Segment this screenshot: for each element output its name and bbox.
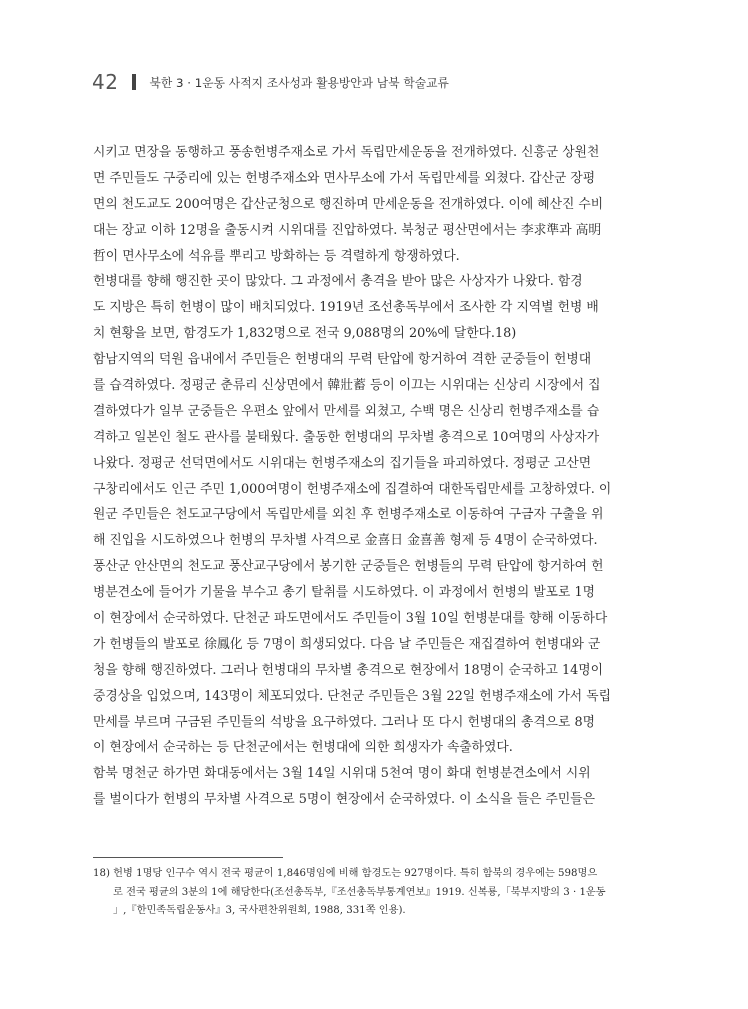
body-text (93, 140, 656, 813)
footnote-rule (93, 857, 283, 858)
text-line: 함남지역의 덕원 읍내에서 주민들은 헌병대의 무력 탄압에 항거하여 격한 군중들이 헌병대 (93, 352, 592, 368)
text-line: 원군 주민들은 천도교구당에서 독립만세를 외친 후 헌병주재소로 이동하여 구금자 구출을 위 (93, 507, 604, 523)
text-line: 나왔다. 정평군 선덕면에서도 시위대는 헌병주재소의 집기들을 파괴하였다. 정평군 고산면 (93, 455, 592, 471)
text-line: 헌병대를 향해 행진한 곳이 많았다. 그 과정에서 총격을 받아 많은 사상자가 나왔다. 함경 (93, 274, 583, 290)
footnote-line: 」,『한민족독립운동사』3, 국사편찬위원회, 1988, 331쪽 인용). (113, 905, 406, 916)
text-line: 결하였다가 일부 군중들은 우편소 앞에서 만세를 외쳤고, 수백 명은 신상리 헌병주재소를 습 (93, 403, 600, 419)
text-line: 면의 천도교도 200여명은 갑산군청으로 행진하며 만세운동을 전개하였다. 이에 혜산진 수비 (93, 196, 604, 212)
text-line: 이 현장에서 순국하는 등 단천군에서는 헌병대에 의한 희생자가 속출하였다. (93, 740, 513, 756)
text-line: 청을 향해 행진하였다. 그러나 헌병대의 무차별 총격으로 현장에서 18명이 순국하고 14명이 (93, 662, 603, 678)
text-line: 를 습격하였다. 정평군 춘류리 신상면에서 韓壯蓄 등이 이끄는 시위대는 신상리 시장에서 집 (93, 378, 601, 394)
text-line: 병분견소에 들어가 기물을 부수고 총기 탈취를 시도하였다. 이 과정에서 헌병의 발포로 1명 (93, 585, 595, 601)
text-line: 격하고 일본인 철도 관사를 불태웠다. 출동한 헌병대의 무차별 총격으로 10여명의 사상자가 (93, 429, 600, 445)
text-line: 이 현장에서 순국하였다. 단천군 파도면에서도 주민들이 3월 10일 헌병분대를 향해 이동하다 (93, 611, 608, 627)
text-line: 면 주민들도 구중리에 있는 헌병주재소와 면사무소에 가서 독립만세를 외쳤다. 갑산군 장평 (93, 170, 596, 186)
text-line: 치 현황을 보면, 함경도가 1,832명으로 전국 9,088명의 20%에 달한다.18) (93, 326, 517, 342)
page-header (92, 70, 449, 94)
footnote (93, 865, 656, 921)
text-line: 중경상을 입었으며, 143명이 체포되었다. 단천군 주민들은 3월 22일 헌병주재소에 가서 독립 (93, 688, 611, 704)
text-line: 해 진입을 시도하였으나 헌병의 무차별 사격으로 金喜日 金喜善 형제 등 4명이 순국하였다. (93, 533, 598, 549)
running-title: 북한 3 · 1운동 사적지 조사성과 활용방안과 남북 학술교류 (149, 75, 449, 90)
text-line: 시키고 면장을 동행하고 풍송헌병주재소로 가서 독립만세운동을 전개하였다. 신흥군 상원천 (93, 145, 600, 160)
text-line: 哲이 면사무소에 석유를 뿌리고 방화하는 등 격렬하게 항쟁하였다. (93, 248, 460, 264)
text-line: 풍산군 안산면의 천도교 풍산교구당에서 봉기한 군중들은 헌병들의 무력 탄압에 항거하여 헌 (93, 559, 604, 575)
text-line: 도 지방은 특히 헌병이 많이 배치되었다. 1919년 조선총독부에서 조사한 각 지역별 헌병 배 (93, 300, 599, 316)
text-line: 만세를 부르며 구금된 주민들의 석방을 요구하였다. 그러나 또 다시 헌병대의 총격으로 8명 (93, 714, 595, 730)
text-line: 를 벌이다가 헌병의 무차별 사격으로 5명이 현장에서 순국하였다. 이 소식을 들은 주민들은 (93, 792, 595, 808)
header-divider-bar (132, 74, 136, 90)
text-line: 구창리에서도 인근 주민 1,000여명이 헌병주재소에 집결하여 대한독립만세를 고창하였다. 이 (93, 481, 612, 497)
text-line: 함북 명천군 하가면 화대동에서는 3월 14일 시위대 5천여 명이 화대 헌병분견소에서 시위 (93, 766, 591, 782)
footnote-line: 18) 헌병 1명당 인구수 역시 전국 평균이 1,846명임에 비해 함경도는 927명이다. 특히 함북의 경우에는 598명으 (93, 868, 598, 879)
text-line: 가 헌병들의 발포로 徐鳳化 등 7명이 희생되었다. 다음 날 주민들은 재집결하여 헌병대와 군 (93, 636, 601, 652)
text-line: 대는 장교 이하 12명을 출동시켜 시위대를 진압하였다. 북청군 평산면에서는 李求準과 高明 (93, 222, 602, 238)
footnote-line: 로 전국 평균의 3분의 1에 해당한다(조선총독부,『조선총독부통계연보』1919. 신복룡,「북부지방의 3 · 1운동 (113, 886, 606, 898)
page-number: 42 (92, 70, 119, 94)
